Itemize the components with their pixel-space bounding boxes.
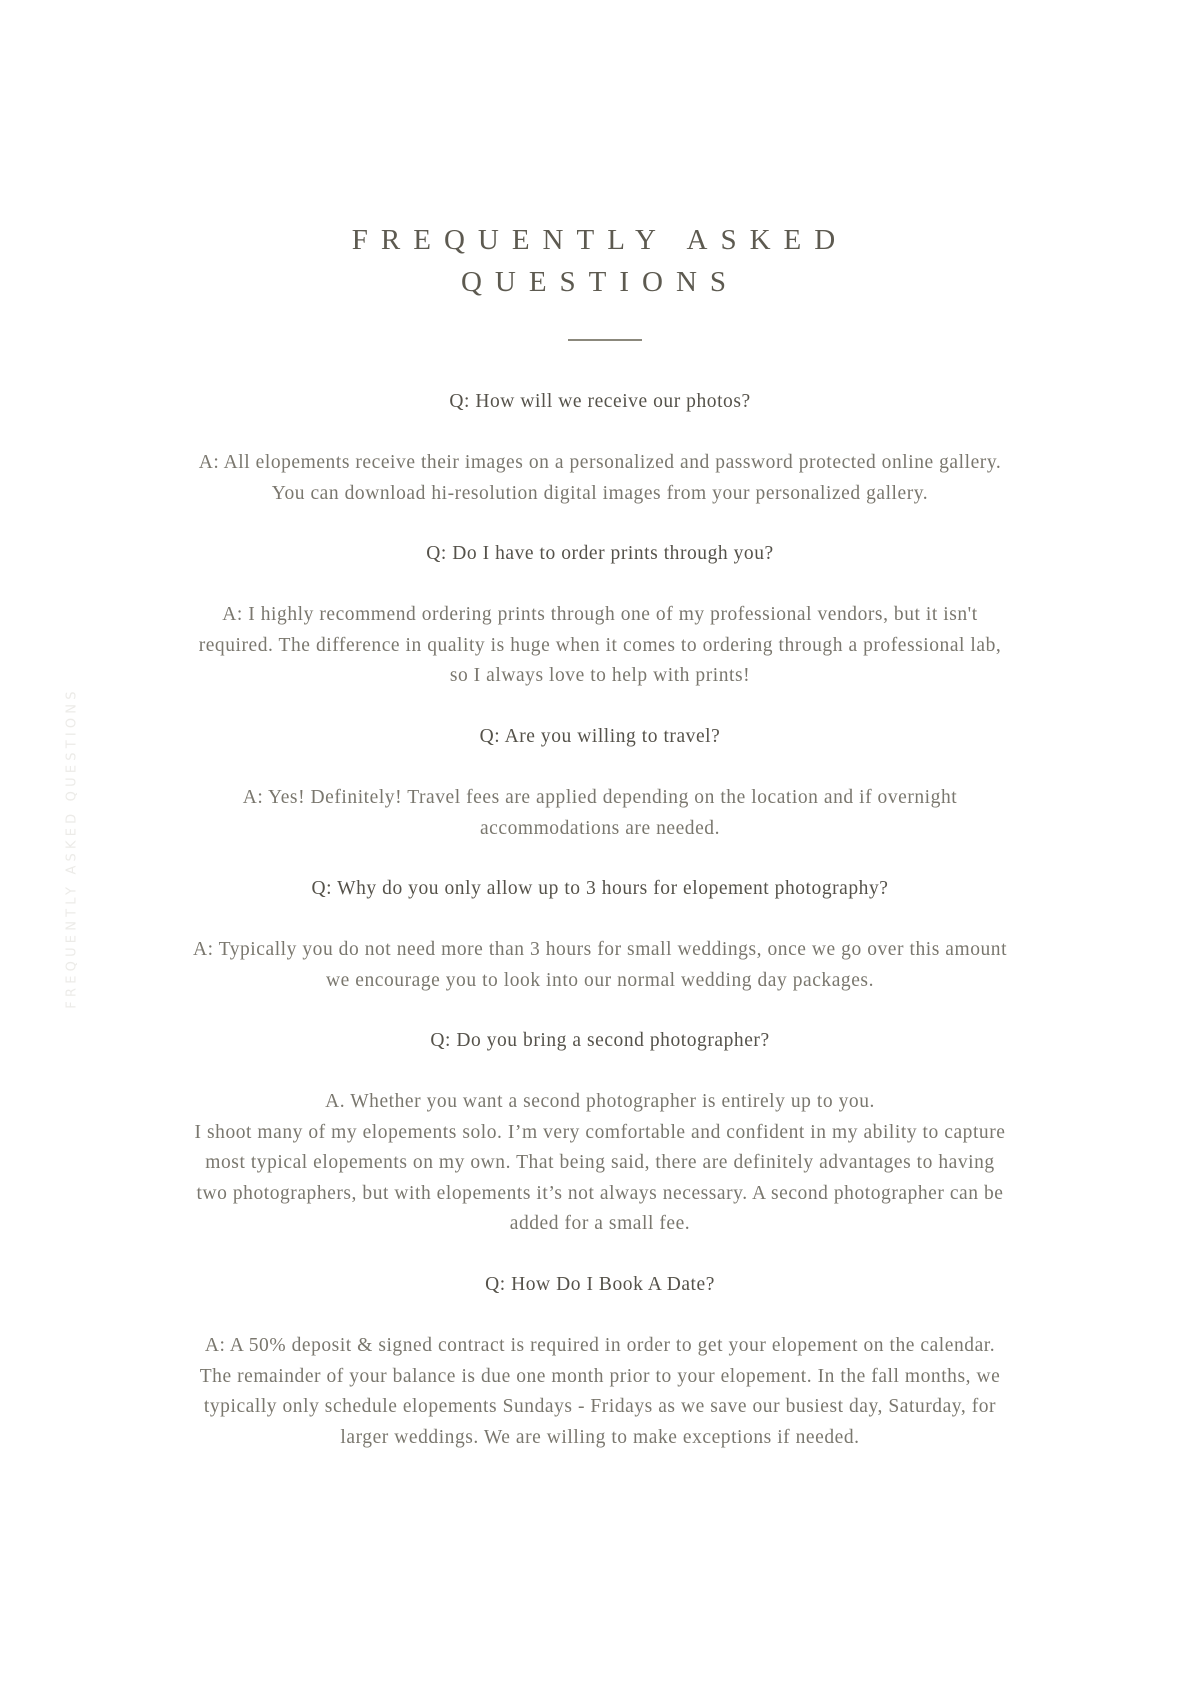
faq-answer-line: I shoot many of my elopements solo. I’m very comfortable and confident in my ability to capture (194, 1121, 1006, 1143)
faq-answer-line: larger weddings. We are willing to make exceptions if needed. (340, 1426, 860, 1448)
faq-answer-line: most typical elopements on my own. That being said, there are definitely advantages to having (205, 1152, 995, 1173)
faq-answer-line: A: Typically you do not need more than 3 hours for small weddings, once we go over this amount (192, 939, 1008, 960)
faq-answer-line: accommodations are needed. (479, 817, 721, 839)
faq-question-6: Q: How Do I Book A Date? (485, 1274, 715, 1295)
faq-answer-line: The remainder of your balance is due one month prior to your elopement. In the fall months, we (199, 1365, 1001, 1387)
faq-question-1: Q: How will we receive our photos? (449, 391, 751, 412)
faq-question-4: Q: Why do you only allow up to 3 hours for elopement photography? (311, 878, 889, 899)
faq-question-5: Q: Do you bring a second photographer? (430, 1030, 770, 1051)
faq-answer-line: so I always love to help with prints! (449, 665, 751, 686)
faq-answer-4 (150, 935, 1050, 996)
faq-question-2: Q: Do I have to order prints through you? (426, 543, 774, 564)
faq-answer-line: A. Whether you want a second photographer is entirely up to you. (325, 1091, 875, 1112)
faq-answer-3 (150, 783, 1050, 844)
faq-answer-line: required. The difference in quality is huge when it comes to ordering through a professional lab, (198, 634, 1002, 656)
faq-answer-line: we encourage you to look into our normal wedding day packages. (326, 969, 874, 991)
faq-answer-6 (150, 1331, 1050, 1453)
faq-answer-line: added for a small fee. (509, 1213, 691, 1234)
faq-answer-line: two photographers, but with elopements it’s not always necessary. A second photographer can be (196, 1182, 1004, 1204)
faq-answer-line: A: Yes! Definitely! Travel fees are applied depending on the location and if overnight (242, 787, 958, 808)
title-divider (568, 339, 642, 341)
faq-answer-line: A: I highly recommend ordering prints through one of my professional vendors, but it isn't (222, 604, 978, 625)
faq-answer-2 (150, 600, 1050, 692)
faq-answer-line: A: All elopements receive their images on a personalized and password protected online gallery. (198, 452, 1002, 473)
faq-question-3: Q: Are you willing to travel? (479, 726, 721, 747)
faq-answer-1 (150, 448, 1050, 509)
faq-answer-line: You can download hi-resolution digital images from your personalized gallery. (271, 482, 929, 504)
faq-answer-line: typically only schedule elopements Sundays - Fridays as we save our busiest day, Saturday, for (203, 1396, 997, 1417)
faq-answer-line: A: A 50% deposit & signed contract is required in order to get your elopement on the calendar. (204, 1335, 996, 1356)
side-label: FREQUENTLY ASKED QUESTIONS (64, 687, 80, 1009)
faq-answer-5 (150, 1087, 1050, 1240)
page-title-line-2: QUESTIONS (460, 266, 740, 298)
page-title-line-1: FREQUENTLY ASKED (351, 224, 849, 256)
